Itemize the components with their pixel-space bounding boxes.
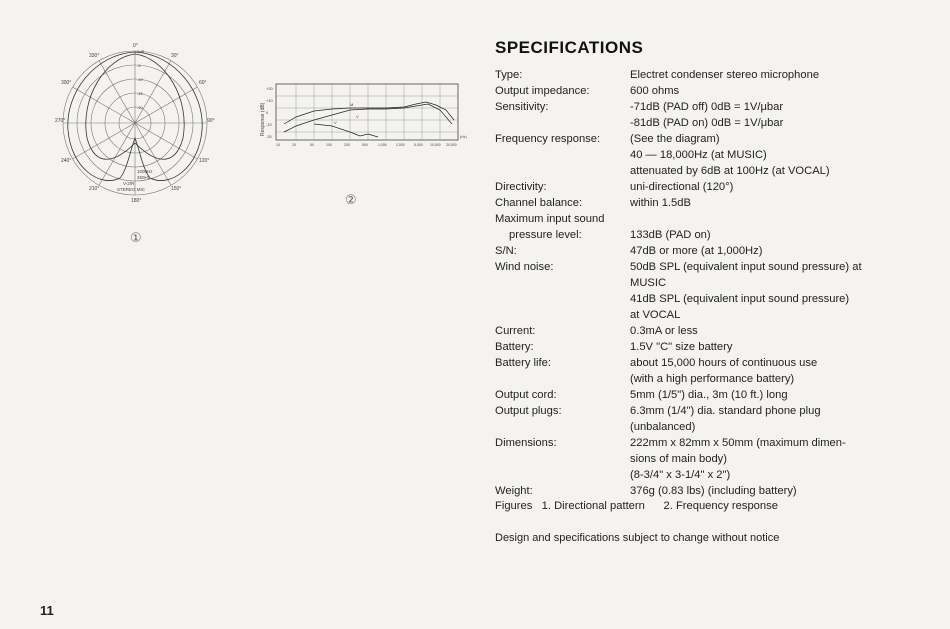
angle-label: 330° [89,53,100,59]
spec-label: Type: [495,69,523,81]
spec-label: Sensitivity: [495,101,549,113]
spec-value: about 15,000 hours of continuous use [630,357,818,369]
spec-label: Weight: [495,485,533,497]
legend-entry: 250Hz [137,175,151,180]
figures-caption: Figures 1. Directional pattern 2. Frequency response [495,500,778,512]
spec-value: 5mm (1/5") dia., 3m (10 ft.) long [630,389,788,401]
curve-label: V [334,120,337,125]
y-tick-label: +10 [266,98,273,103]
x-tick-label: 200 [344,143,350,147]
angle-label: 120° [199,158,210,164]
response-curve-music [284,102,454,124]
angle-label: 60° [199,80,207,86]
directional-pattern-figure [55,38,225,208]
figure-2-number: ② [345,192,357,207]
x-tick-label: 100 [326,143,332,147]
spec-value: 6.3mm (1/4") dia. standard phone plug [630,405,821,417]
spec-value: 41dB SPL (equivalent input sound pressure) [630,293,850,305]
spec-value: uni-directional (120°) [630,181,734,193]
spec-value: -71dB (PAD off) 0dB = 1V/μbar [630,101,784,113]
figure-1-number: ① [130,230,142,245]
x-tick-label: 10,000 [430,143,441,147]
spec-label: Dimensions: [495,437,557,449]
spec-label: Output impedance: [495,85,590,97]
spec-label: Battery life: [495,357,551,369]
spec-label: Battery: [495,341,534,353]
spec-value: MUSIC [630,277,667,289]
legend-entry: STEREO MIC [117,187,146,192]
spec-label: Output plugs: [495,405,562,417]
spec-label: Maximum input sound [495,213,605,225]
spec-value: at VOCAL [630,309,681,321]
angle-label: 90° [207,118,215,124]
ring-label: -20 [137,105,143,110]
angle-label: 210° [89,186,100,192]
spec-value: 600 ohms [630,85,680,97]
spec-value: 222mm x 82mm x 50mm (maximum dimen- [630,437,846,449]
spec-value: -81dB (PAD on) 0dB = 1V/μbar [630,117,784,129]
y-tick-label: -10 [266,122,272,127]
spec-value: 1.5V "C" size battery [630,341,733,353]
spec-label: Current: [495,325,536,337]
ring-label: -10 [137,77,143,82]
y-tick-label: -20 [266,134,272,139]
spec-value: within 1.5dB [630,197,691,209]
x-tick-label: 5,000 [414,143,423,147]
angle-label: 0° [133,43,138,49]
y-axis-label: Response (dB) [260,102,266,136]
ring-label: -15 [137,91,143,96]
response-curve-low [314,124,378,137]
spec-value: (8-3/4" x 3-1/4" x 2") [630,469,731,481]
spec-value: (See the diagram) [630,133,720,145]
spec-value: attenuated by 6dB at 100Hz (at VOCAL) [630,165,830,177]
x-tick-label: 500 [362,143,368,147]
spec-value: 50dB SPL (equivalent input sound pressure) at [630,261,862,273]
spec-value: sions of main body) [630,453,728,465]
page-number: 11 [40,603,54,618]
spec-value: 47dB or more (at 1,000Hz) [630,245,763,257]
curve-label: M [350,102,354,107]
x-tick-label: 2,000 [396,143,405,147]
y-tick-label: +20 [266,86,273,91]
ring-label: -5 [137,63,141,68]
plot-frame [276,84,458,140]
legend-entry: 1000Hz [137,169,153,174]
spec-label: Output cord: [495,389,557,401]
x-tick-label: 20 [292,143,296,147]
spec-label: Channel balance: [495,197,583,209]
spec-label: Directivity: [495,181,547,193]
spec-value: 133dB (PAD on) [630,229,711,241]
spec-label: Frequency response: [495,133,601,145]
x-tick-label: 20,000 [446,143,457,147]
x-tick-label: 1,000 [378,143,387,147]
spec-label: Wind noise: [495,261,554,273]
frequency-response-figure [256,80,478,152]
spec-value: 376g (0.83 lbs) (including battery) [630,485,797,497]
spec-label: pressure level: [509,229,582,241]
ring-label: 0dB [137,49,145,54]
spec-value: 0.3mA or less [630,325,698,337]
spec-value: 40 — 18,000Hz (at MUSIC) [630,149,767,161]
spec-label: S/N: [495,245,517,257]
legend-entry: V-2/R [123,181,135,186]
angle-label: 270° [55,118,66,124]
curve-label: V [356,114,359,119]
angle-label: 30° [171,53,179,59]
x-tick-label: 10 [276,143,280,147]
x-unit-label: (Hz) [460,135,467,139]
spec-value: (unbalanced) [630,421,696,433]
angle-label: 150° [171,186,182,192]
page-title: SPECIFICATIONS [495,38,644,57]
x-tick-label: 50 [310,143,314,147]
spec-value: Electret condenser stereo microphone [630,69,820,81]
angle-label: 180° [131,198,142,204]
y-tick-label: 0 [266,110,269,115]
angle-label: 240° [61,158,72,164]
spec-value: (with a high performance battery) [630,373,795,385]
angle-label: 300° [61,80,72,86]
notice-text: Design and specifications subject to change without notice [495,532,780,544]
